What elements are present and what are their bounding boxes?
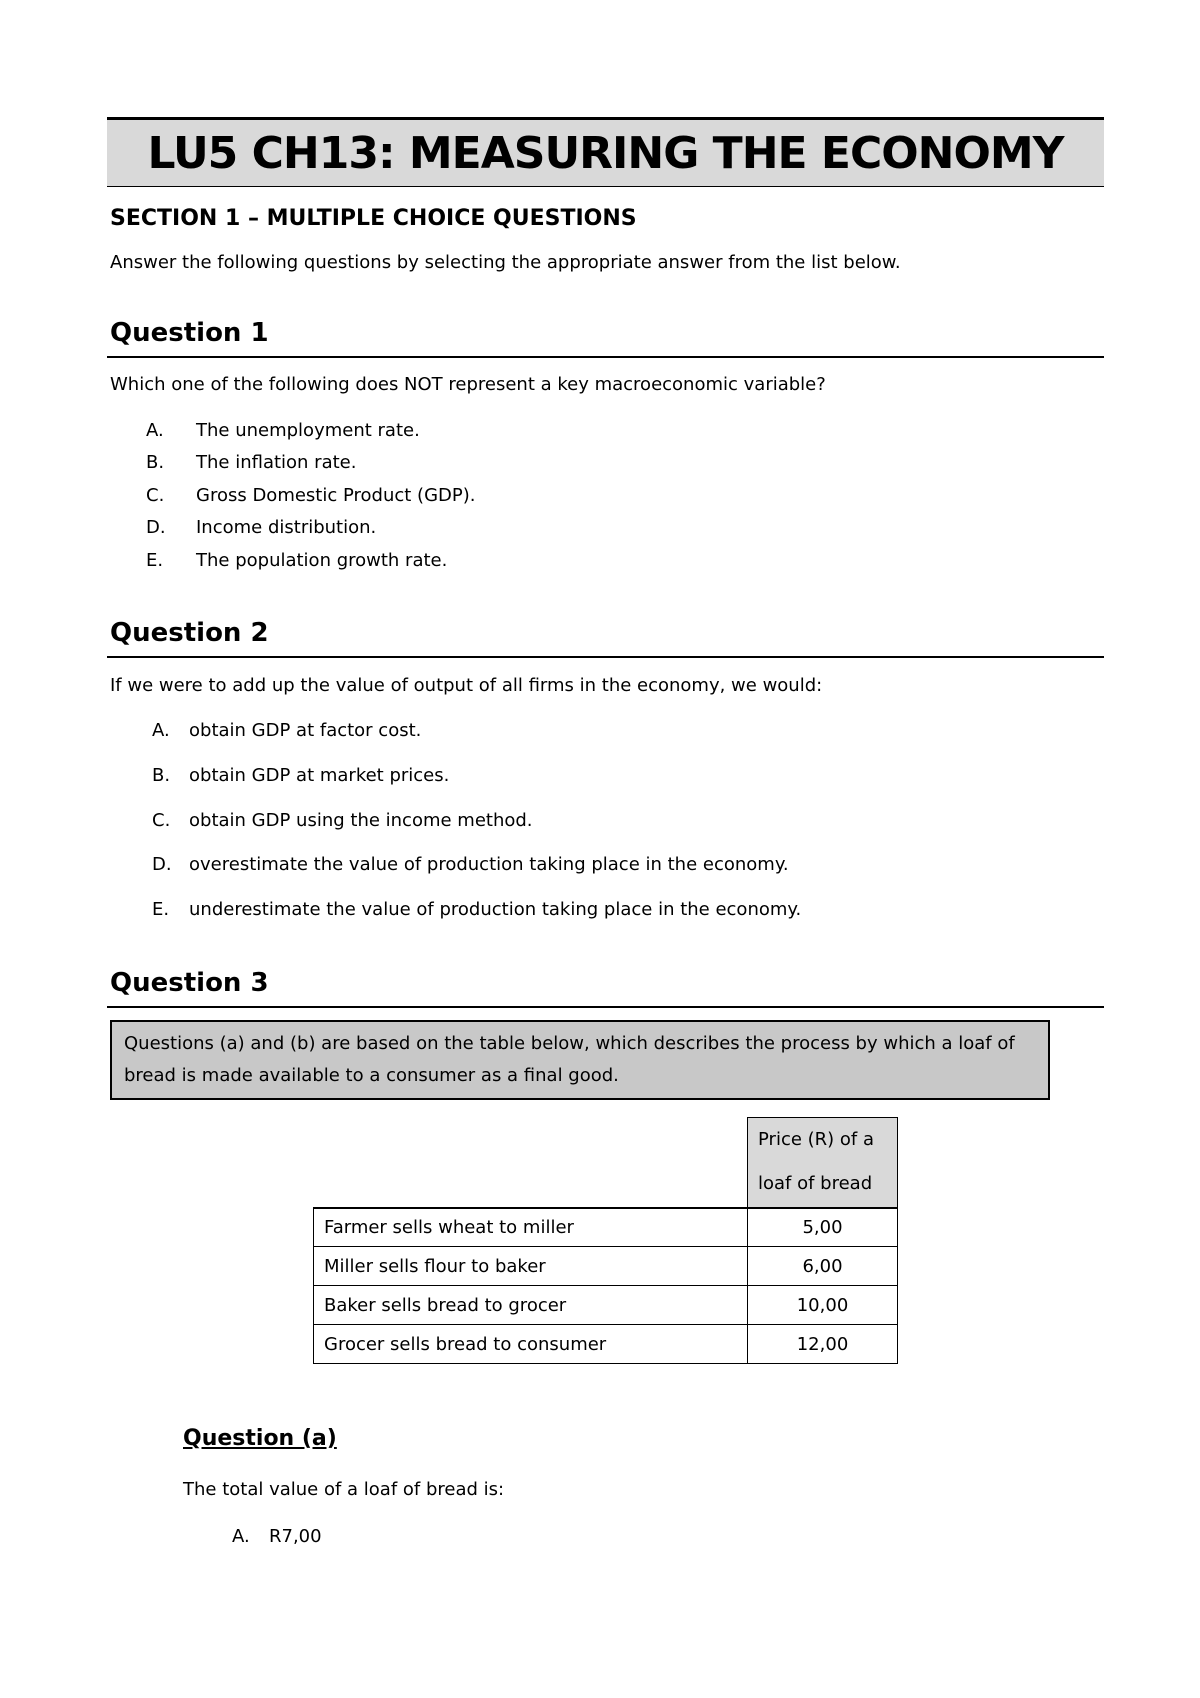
table-header-row [314, 1118, 898, 1208]
question-3-info-box [110, 1020, 1050, 1100]
option-letter: B. [146, 452, 165, 473]
question-1-prompt: Which one of the following does NOT represent a key macroeconomic variable? [110, 374, 826, 395]
row-label: Miller sells flour to baker [314, 1247, 748, 1286]
row-value: 12,00 [748, 1325, 898, 1364]
section-heading: SECTION 1 – MULTIPLE CHOICE QUESTIONS [110, 206, 637, 231]
header-line-1: Price (R) of a [758, 1129, 875, 1151]
option-letter: E. [152, 899, 170, 920]
table-header-blank [314, 1118, 748, 1208]
question-2-prompt: If we were to add up the value of output of all firms in the economy, we would: [110, 675, 823, 696]
document-title: LU5 CH13: MEASURING THE ECONOMY [147, 127, 1064, 179]
title-bar [107, 117, 1104, 187]
row-label: Farmer sells wheat to miller [314, 1208, 748, 1247]
option-letter: C. [146, 485, 165, 506]
question-3-heading: Question 3 [110, 968, 269, 998]
option-letter: A. [152, 720, 170, 741]
sub-question-a-prompt: The total value of a loaf of bread is: [183, 1479, 505, 1500]
table-row [314, 1325, 898, 1364]
option-text: The population growth rate. [196, 550, 448, 571]
sub-question-a-heading: Question (a) [183, 1426, 337, 1451]
question-2-heading: Question 2 [110, 618, 269, 648]
question-1-heading: Question 1 [110, 318, 269, 348]
section-instruction: Answer the following questions by selecting the appropriate answer from the list below. [110, 252, 901, 273]
row-value: 6,00 [748, 1247, 898, 1286]
table-row [314, 1247, 898, 1286]
option-text: The inflation rate. [196, 452, 357, 473]
row-value: 10,00 [748, 1286, 898, 1325]
option-letter: E. [146, 550, 164, 571]
option-text: obtain GDP at factor cost. [189, 720, 422, 741]
question-3-rule [107, 1006, 1104, 1008]
option-text: overestimate the value of production taking place in the economy. [189, 854, 789, 875]
header-line-2: loaf of bread [758, 1173, 873, 1195]
option-text: The unemployment rate. [196, 420, 420, 441]
option-letter: A. [232, 1526, 250, 1547]
option-text: Gross Domestic Product (GDP). [196, 485, 476, 506]
question-1-rule [107, 356, 1104, 358]
option-letter: A. [146, 420, 164, 441]
question-2-rule [107, 656, 1104, 658]
option-text: obtain GDP using the income method. [189, 810, 533, 831]
table-header-price [748, 1118, 898, 1208]
row-label: Baker sells bread to grocer [314, 1286, 748, 1325]
option-letter: D. [146, 517, 166, 538]
option-letter: C. [152, 810, 171, 831]
row-value: 5,00 [748, 1208, 898, 1247]
option-text: underestimate the value of production taking place in the economy. [189, 899, 802, 920]
row-label: Grocer sells bread to consumer [314, 1325, 748, 1364]
option-text: R7,00 [269, 1526, 322, 1547]
option-text: Income distribution. [196, 517, 377, 538]
info-line-2: bread is made available to a consumer as a final good. [124, 1065, 619, 1086]
option-letter: D. [152, 854, 172, 875]
option-letter: B. [152, 765, 171, 786]
info-line-1: Questions (a) and (b) are based on the table below, which describes the process by which a loaf of [124, 1033, 1015, 1054]
bread-price-table [313, 1117, 898, 1364]
table-row [314, 1286, 898, 1325]
table-row [314, 1208, 898, 1247]
option-text: obtain GDP at market prices. [189, 765, 450, 786]
